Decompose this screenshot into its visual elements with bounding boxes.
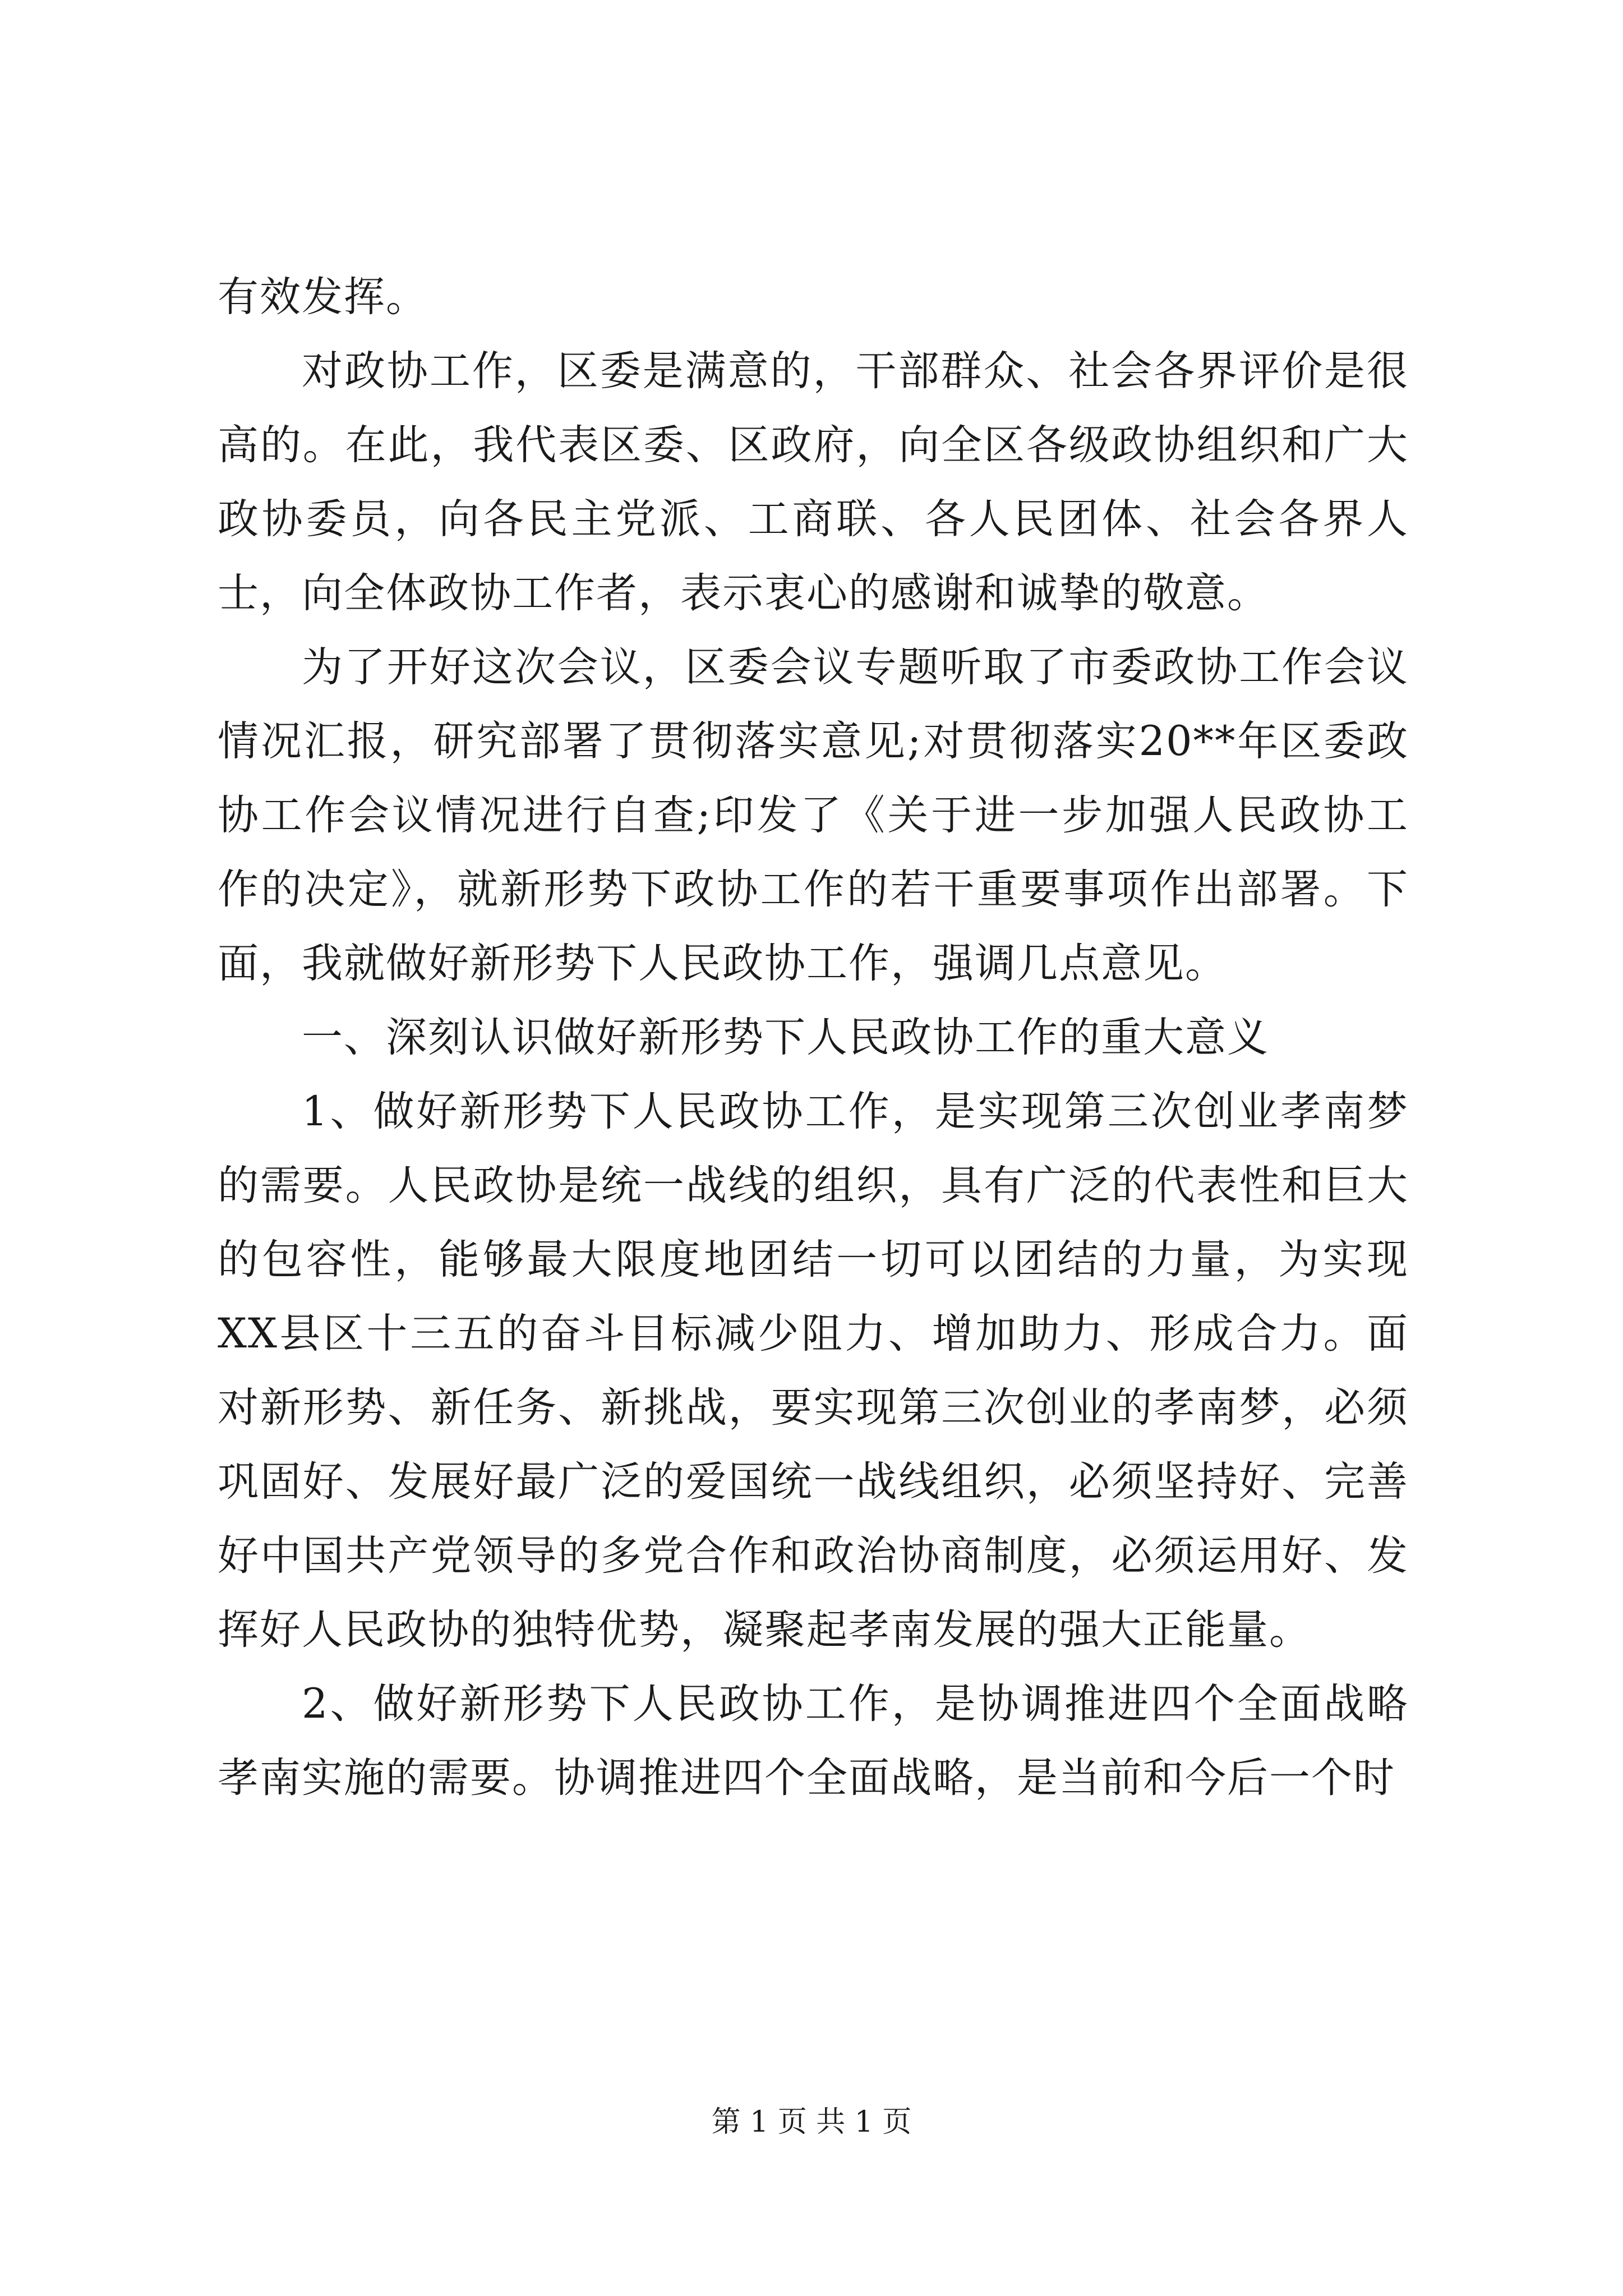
paragraph-meeting-preparation: 为了开好这次会议，区委会议专题听取了市委政协工作会议情况汇报，研究部署了贯彻落实意见;对贯彻落实20**年区委政协工作会议情况进行自查;印发了《关于进一步加强人民政协工作的决定》，就新形势下政协工作的若干重要事项作出部署。下面，我就做好新形势下人民政协工作，强调几点意见。 bbox=[218, 643, 1409, 987]
section-heading-1: 一、深刻认识做好新形势下人民政协工作的重大意义 bbox=[302, 1014, 1269, 1061]
paragraph-continuation: 有效发挥。 bbox=[218, 273, 428, 321]
page-number-label: 第 1 页 共 1 页 bbox=[711, 2105, 912, 2139]
page-footer bbox=[0, 2102, 1623, 2142]
paragraph-point-1: 1、做好新形势下人民政协工作，是实现第三次创业孝南梦的需要。人民政协是统一战线的组织，具有广泛的代表性和巨大的包容性，能够最大限度地团结一切可以团结的力量，为实现XX县区十三五的奋斗目标减少阻力、增加助力、形成合力。面对新形势、新任务、新挑战，要实现第三次创业的孝南梦，必须巩固好、发展好最广泛的爱国统一战线组织，必须坚持好、完善好中国共产党领导的多党合作和政治协商制度，必须运用好、发挥好人民政协的独特优势，凝聚起孝南发展的强大正能量。 bbox=[218, 1088, 1409, 1654]
paragraph-thanks: 对政协工作，区委是满意的，干部群众、社会各界评价是很高的。在此，我代表区委、区政府，向全区各级政协组织和广大政协委员，向各民主党派、工商联、各人民团体、社会各界人士，向全体政协工作者，表示衷心的感谢和诚挚的敬意。 bbox=[218, 347, 1409, 617]
paragraph-point-2: 2、做好新形势下人民政协工作，是协调推进四个全面战略孝南实施的需要。协调推进四个全面战略，是当前和今后一个时 bbox=[218, 1680, 1409, 1802]
document-body bbox=[218, 260, 1409, 1815]
